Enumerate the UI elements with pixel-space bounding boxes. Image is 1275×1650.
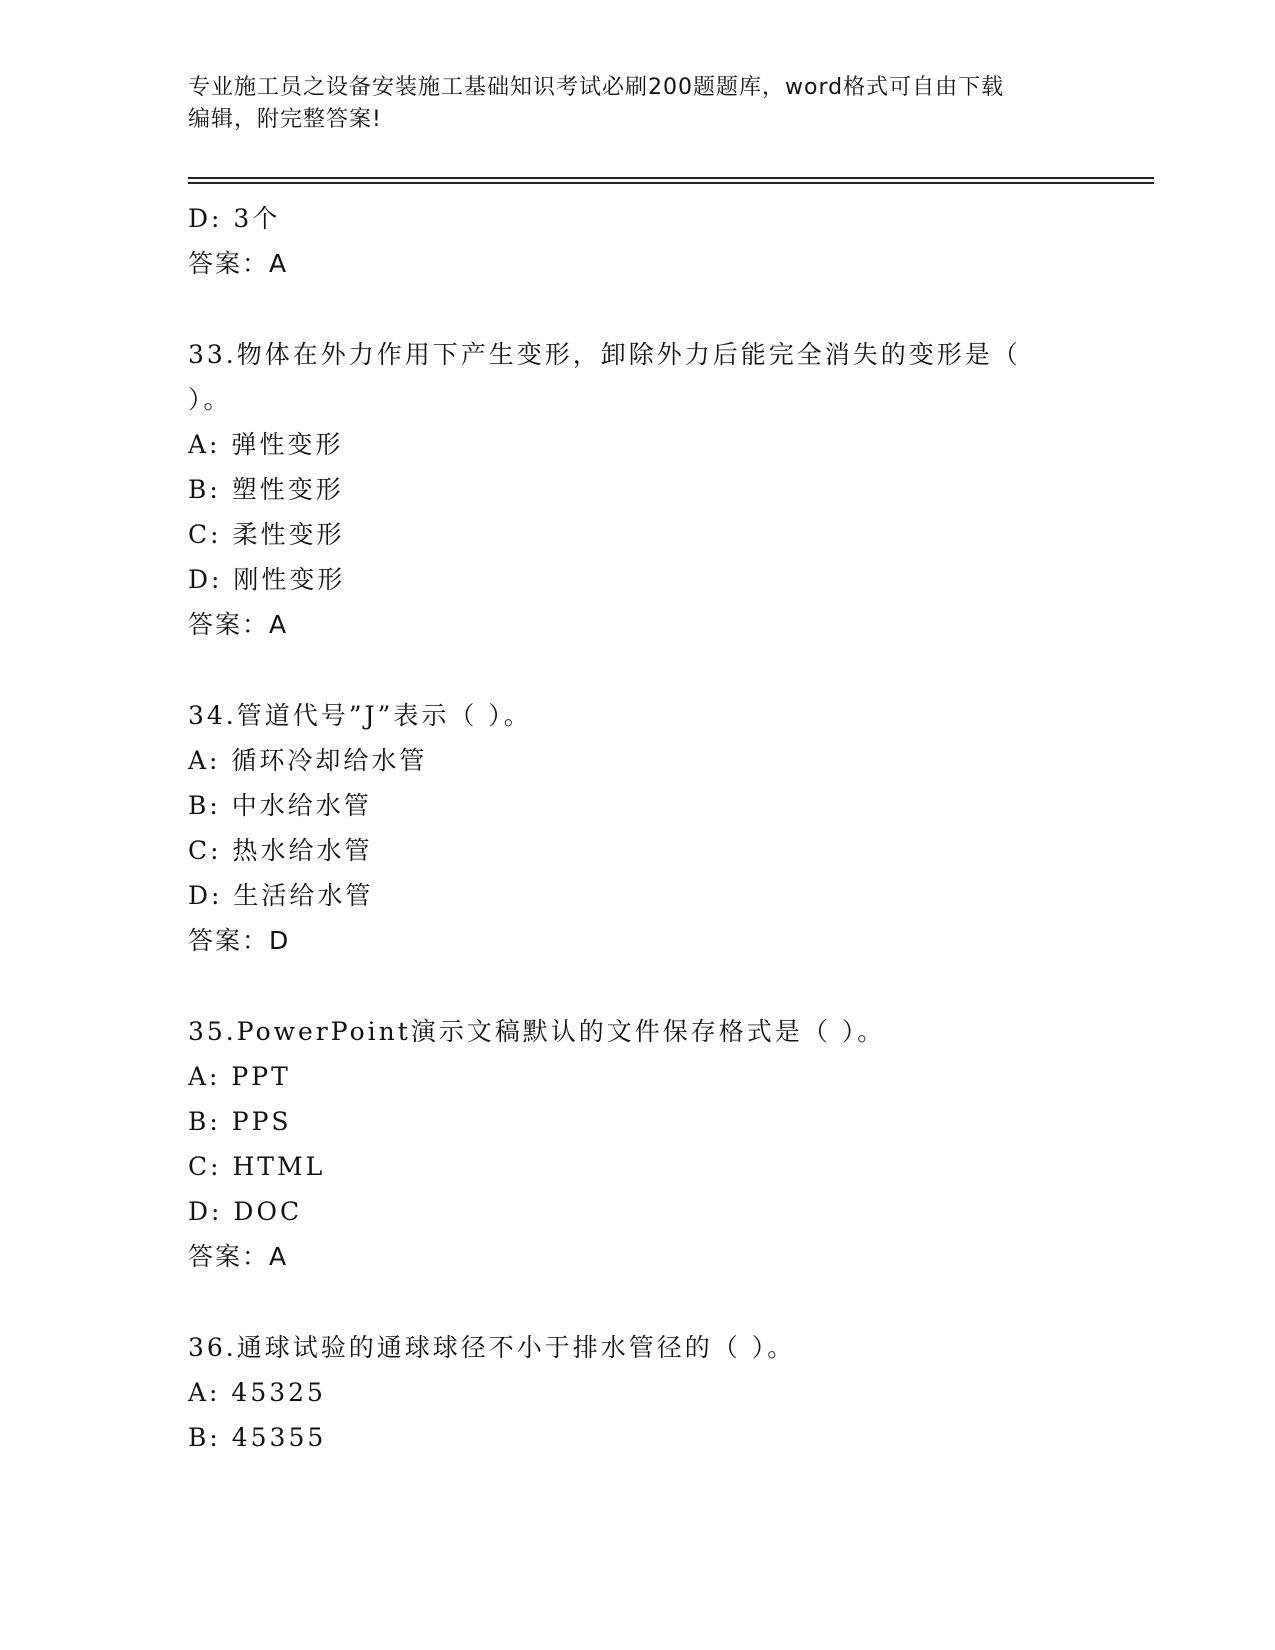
option-b: B: 45355	[188, 1423, 327, 1452]
question-34	[188, 693, 1088, 963]
answer-line: 答案：A	[188, 1242, 289, 1271]
header-line-1: 专业施工员之设备安装施工基础知识考试必刷200题题库，word格式可自由下载	[188, 75, 1005, 100]
option-b: B: 中水给水管	[188, 791, 372, 820]
option-d: D: 生活给水管	[188, 881, 374, 910]
header-divider-top	[188, 177, 1154, 179]
option-c: C: 热水给水管	[188, 836, 373, 865]
option-b: B: PPS	[188, 1107, 292, 1136]
question-35	[188, 1009, 1088, 1279]
answer-line: 答案：D	[188, 926, 291, 955]
option-b: B: 塑性变形	[188, 475, 344, 504]
option-c: C: 柔性变形	[188, 520, 345, 549]
option-c: C: HTML	[188, 1152, 326, 1181]
answer-line: 答案：A	[188, 249, 289, 278]
option-a: A: 45325	[188, 1378, 326, 1407]
header-line-2: 编辑，附完整答案!	[188, 107, 382, 132]
option-a: A: 循环冷却给水管	[188, 746, 428, 775]
question-stem: 33.物体在外力作用下产生变形，卸除外力后能完全消失的变形是（	[188, 340, 1021, 369]
header-divider-bottom	[188, 182, 1154, 184]
spacer	[188, 1279, 1088, 1325]
question-stem-continued: ）。	[188, 385, 232, 414]
question-stem: 36.通球试验的通球球径不小于排水管径的（ ）。	[188, 1333, 796, 1362]
question-list	[188, 196, 1088, 1460]
spacer	[188, 286, 1088, 332]
option-d: D: DOC	[188, 1197, 303, 1226]
option-a: A: PPT	[188, 1062, 291, 1091]
question-stem: 34.管道代号”J”表示（ ）。	[188, 701, 532, 730]
spacer	[188, 963, 1088, 1009]
question-36	[188, 1325, 1088, 1460]
question-33	[188, 332, 1088, 647]
option-a: A: 弹性变形	[188, 430, 344, 459]
answer-line: 答案：A	[188, 610, 289, 639]
option-d: D: 刚性变形	[188, 565, 346, 594]
option-d: D: 3个	[188, 204, 281, 233]
spacer	[188, 647, 1088, 693]
question-stem: 35.PowerPoint演示文稿默认的文件保存格式是（ ）。	[188, 1017, 886, 1046]
document-header	[188, 72, 1068, 136]
